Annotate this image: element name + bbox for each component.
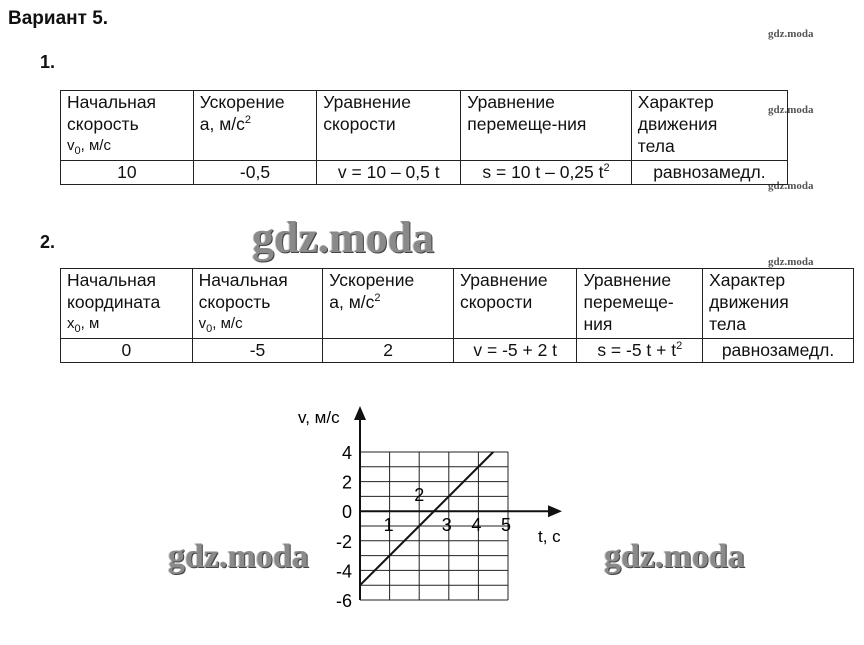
t2-header-v0: Начальная скорость $v_0$, м/с: [192, 269, 323, 339]
t1-value-motion: равнозамедл.: [631, 161, 787, 185]
t2-header-x0: Начальная координата $x_0$, м: [61, 269, 193, 339]
watermark-large: gdz.moda: [604, 538, 745, 575]
x-tick-label: 2: [414, 485, 425, 506]
x-tick-label: 5: [500, 515, 512, 536]
t2-value-displacement-eq: s = -5 $t + t^2$: [577, 339, 703, 363]
watermark-large: gdz.moda: [168, 538, 309, 575]
t2-header-motion: Характер движения тела: [703, 269, 854, 339]
y-tick-label: -6: [335, 591, 352, 611]
page-title: Вариант 5.: [8, 8, 109, 29]
watermark-small: gdz.moda: [768, 256, 814, 268]
t1-value-v0: 10: [61, 161, 194, 185]
chart-x-axis-label: t, с: [538, 527, 561, 546]
t2-header-displacement-eq: Уравнение перемеще- ния: [577, 269, 703, 339]
t1-header-displacement-eq: Уравнение перемеще-ния: [461, 91, 632, 161]
t1-value-velocity-eq: v = 10 – 0,5 t: [317, 161, 461, 185]
x-tick-label: 3: [441, 515, 452, 536]
y-axis-arrow: [354, 406, 366, 420]
x-axis-arrow: [548, 505, 562, 517]
x-tick-label: 4: [471, 515, 482, 536]
watermark-small: gdz.moda: [768, 104, 814, 116]
chart-grid: [360, 452, 508, 600]
y-tick-label: 2: [341, 472, 352, 493]
y-tick-label: 0: [341, 502, 352, 523]
t2-value-v0: -5: [192, 339, 323, 363]
t2-value-accel: 2: [323, 339, 454, 363]
t1-header-v0: Начальная скорость $v_0$, м/с: [61, 91, 194, 161]
t1-value-accel: -0,5: [193, 161, 317, 185]
t1-header-velocity-eq: Уравнение скорости: [317, 91, 461, 161]
task2-number: 2.: [40, 232, 56, 252]
watermark-large: gdz.moda: [252, 213, 435, 262]
task1-number: 1.: [40, 52, 56, 72]
t2-value-x0: 0: [61, 339, 193, 363]
y-tick-label: -4: [335, 561, 352, 582]
t1-header-accel: Ускорение а, $м/с^2$: [193, 91, 317, 161]
t2-header-accel: Ускорение а, $м/с^2$: [323, 269, 454, 339]
t1-header-motion: Характер движения тела: [631, 91, 787, 161]
t1-value-displacement-eq: s = 10 t – 0,25 $t^2$: [461, 161, 632, 185]
chart-tick-labels: [336, 443, 511, 611]
t2-header-velocity-eq: Уравнение скорости: [453, 269, 577, 339]
y-tick-label: 4: [341, 443, 352, 463]
x-tick-label: 1: [383, 515, 394, 536]
t2-value-motion: равнозамедл.: [703, 339, 854, 363]
y-tick-label: -2: [335, 531, 352, 552]
watermark-small: gdz.moda: [768, 180, 814, 192]
t2-value-velocity-eq: v = -5 + 2 t: [453, 339, 577, 363]
chart-y-axis-label: v, м/с: [298, 408, 340, 427]
watermark-small: gdz.moda: [768, 28, 814, 40]
